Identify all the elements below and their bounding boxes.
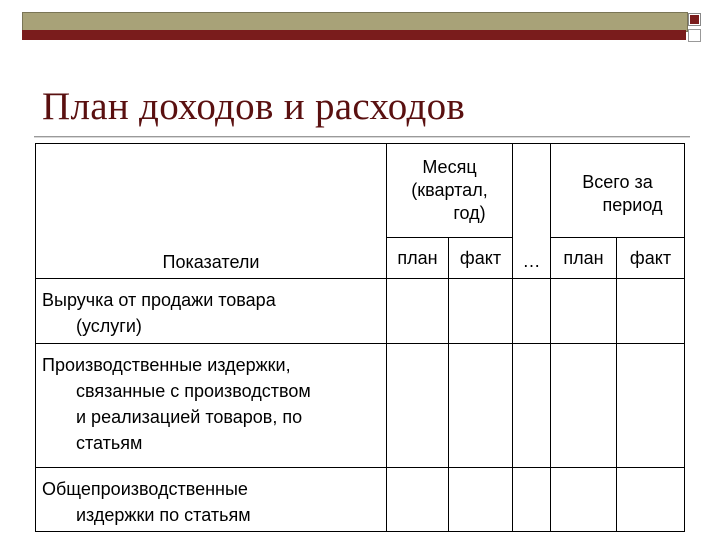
table-cell — [449, 468, 513, 532]
decor-square-empty — [688, 29, 701, 42]
table-cell — [617, 344, 685, 468]
table-cell — [617, 279, 685, 344]
page-title: План доходов и расходов — [42, 85, 466, 128]
table-cell — [449, 279, 513, 344]
row-label-line: связанные с производством — [76, 381, 311, 401]
table-cell — [449, 344, 513, 468]
row-label-line: Общепроизводственные — [42, 479, 248, 499]
header-ellipsis — [513, 144, 551, 279]
header-indicators-label: Показатели — [162, 252, 260, 272]
table-cell — [551, 468, 617, 532]
table-row — [36, 279, 685, 344]
decor-square-filled — [688, 13, 701, 26]
subheader-fact-total: факт — [617, 238, 685, 279]
table-cell — [513, 468, 551, 532]
subheader-plan: план — [387, 238, 449, 279]
table-cell — [551, 344, 617, 468]
row-label-line: издержки по статьям — [76, 505, 251, 525]
table-cell — [387, 468, 449, 532]
row-label-line: Производственные издержки, — [42, 355, 291, 375]
row-label-line: статьям — [76, 433, 143, 453]
header-total-line: период — [602, 194, 663, 215]
row-label-line: (услуги) — [76, 316, 142, 336]
table-row — [36, 344, 685, 468]
header-month — [387, 144, 513, 238]
table-cell — [617, 468, 685, 532]
header-total-line: Всего за — [582, 171, 653, 192]
header-month-line: (квартал, — [411, 180, 488, 200]
header-month-line: год) — [453, 203, 486, 223]
subheader-fact: факт — [449, 238, 513, 279]
row-label-line: Выручка от продажи товара — [42, 290, 276, 310]
header-indicators — [36, 144, 387, 279]
subheader-plan-total: план — [551, 238, 617, 279]
row-label — [36, 279, 387, 344]
header-month-line: Месяц — [422, 157, 477, 177]
title-divider — [34, 136, 690, 138]
table-row — [36, 468, 685, 532]
row-label — [36, 468, 387, 532]
table-cell — [513, 344, 551, 468]
income-expense-table — [35, 143, 685, 532]
table-cell — [513, 279, 551, 344]
row-label — [36, 344, 387, 468]
ellipsis-text: … — [522, 251, 541, 271]
top-decor-bar — [22, 12, 688, 32]
table-cell — [387, 344, 449, 468]
row-label-line: и реализацией товаров, по — [76, 407, 303, 427]
table-cell — [551, 279, 617, 344]
top-accent-bar — [22, 30, 686, 40]
header-total — [551, 144, 685, 238]
table-cell — [387, 279, 449, 344]
